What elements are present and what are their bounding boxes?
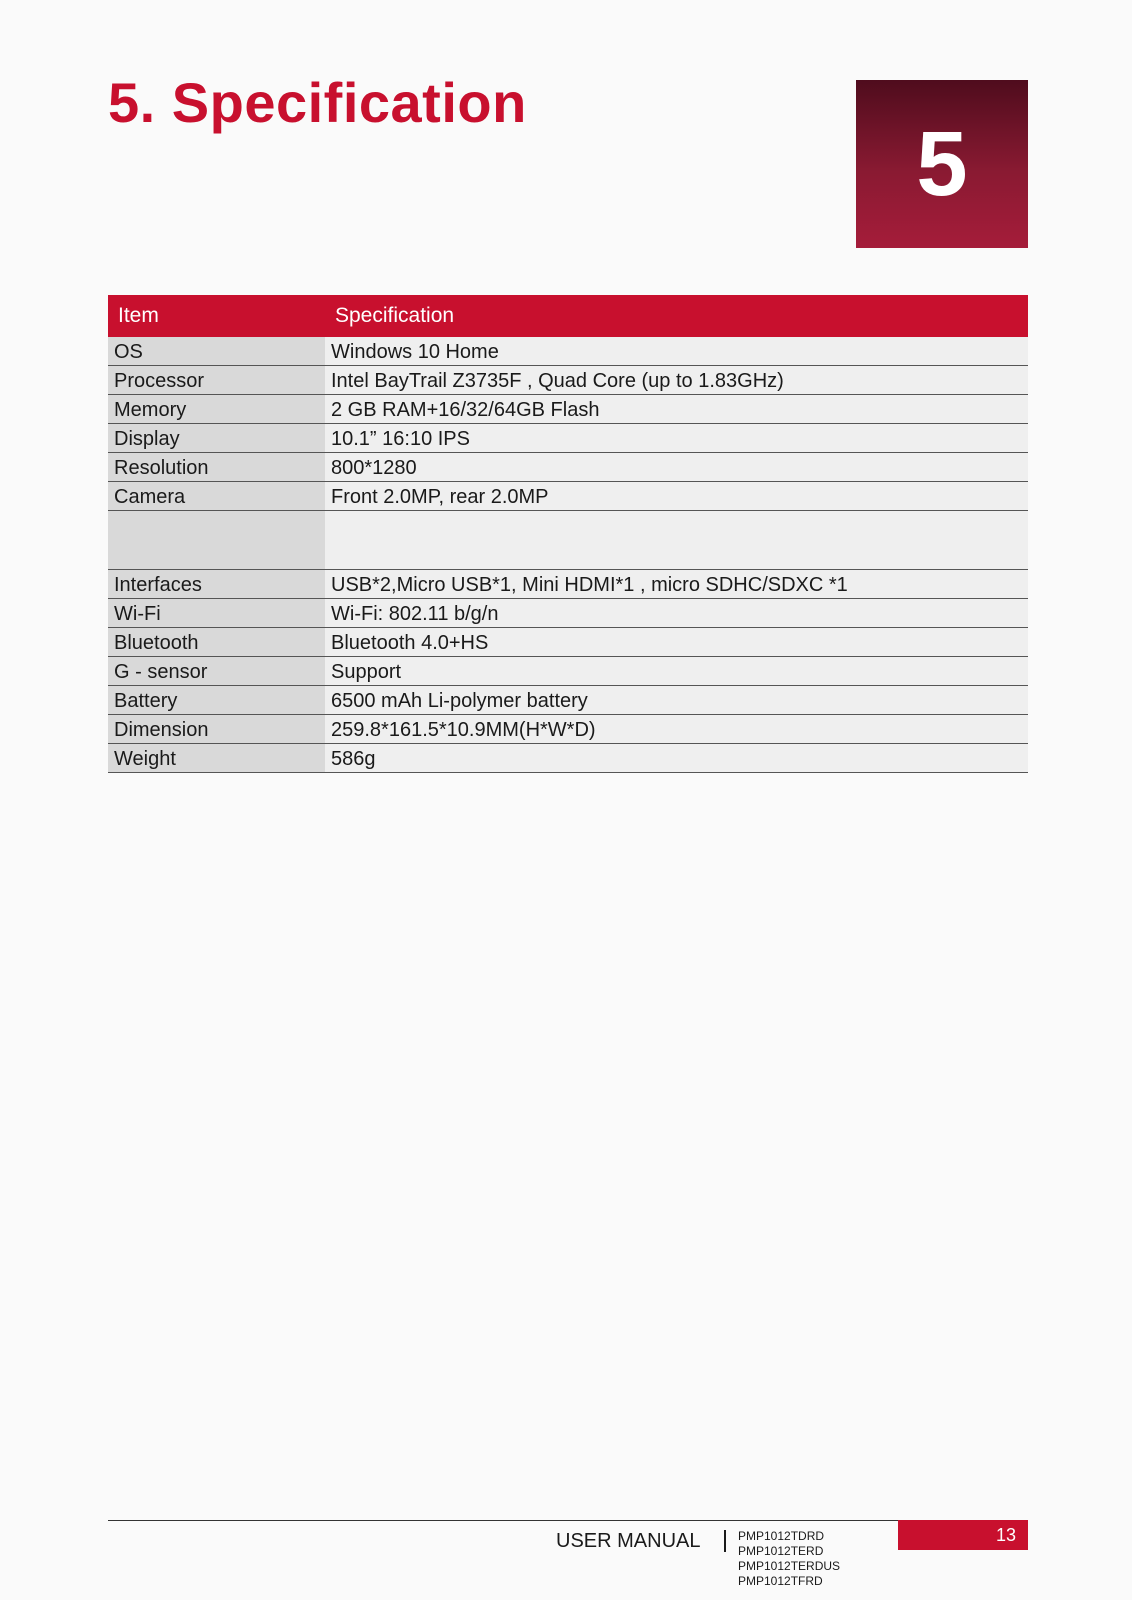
row-item-label: Bluetooth <box>108 628 325 657</box>
table-row <box>108 599 1028 628</box>
row-item-label: Camera <box>108 482 325 511</box>
row-spec-value: USB*2,Micro USB*1, Mini HDMI*1 , micro SDHC/SDXC *1 <box>325 570 1028 599</box>
row-spec-value: 259.8*161.5*10.9MM(H*W*D) <box>325 715 1028 744</box>
row-item-label: Processor <box>108 366 325 395</box>
table-row <box>108 424 1028 453</box>
row-spec-value: Bluetooth 4.0+HS <box>325 628 1028 657</box>
row-item-label: Memory <box>108 395 325 424</box>
row-spec-value: 10.1” 16:10 IPS <box>325 424 1028 453</box>
row-item-label: G - sensor <box>108 657 325 686</box>
model-number: PMP1012TFRD <box>738 1574 823 1588</box>
row-spec-value: 586g <box>325 744 1028 773</box>
table-row <box>108 482 1028 511</box>
model-list <box>738 1529 840 1589</box>
row-spec-value: Intel BayTrail Z3735F , Quad Core (up to 1.83GHz) <box>325 366 1028 395</box>
row-item-label: Dimension <box>108 715 325 744</box>
table-row <box>108 686 1028 715</box>
table-row <box>108 744 1028 773</box>
footer-divider <box>108 1520 1028 1521</box>
table-row <box>108 715 1028 744</box>
table-row <box>108 453 1028 482</box>
table-row <box>108 657 1028 686</box>
chapter-number-badge: 5 <box>856 80 1028 248</box>
row-spec-value: 2 GB RAM+16/32/64GB Flash <box>325 395 1028 424</box>
footer-label: USER MANUAL <box>556 1530 701 1552</box>
table-row <box>108 628 1028 657</box>
specification-table <box>108 295 1028 773</box>
row-spec-value: Wi-Fi: 802.11 b/g/n <box>325 599 1028 628</box>
row-item-label: OS <box>108 337 325 366</box>
row-spec-value: 6500 mAh Li-polymer battery <box>325 686 1028 715</box>
row-item-label: Display <box>108 424 325 453</box>
model-number: PMP1012TERD <box>738 1544 824 1558</box>
table-row <box>108 366 1028 395</box>
page-number: 13 <box>898 1520 1028 1550</box>
table-header-row <box>108 295 1028 337</box>
row-item-label: Weight <box>108 744 325 773</box>
row-spec-value <box>325 511 1028 570</box>
row-item-label: Resolution <box>108 453 325 482</box>
footer-separator <box>724 1530 726 1552</box>
row-item-label: Wi-Fi <box>108 599 325 628</box>
table-row-empty <box>108 511 1028 570</box>
table-row <box>108 570 1028 599</box>
table-row <box>108 337 1028 366</box>
table-row <box>108 395 1028 424</box>
column-header-item: Item <box>108 295 325 337</box>
row-spec-value: Windows 10 Home <box>325 337 1028 366</box>
model-number: PMP1012TERDUS <box>738 1559 841 1573</box>
row-spec-value: Front 2.0MP, rear 2.0MP <box>325 482 1028 511</box>
row-item-label: Battery <box>108 686 325 715</box>
row-spec-value: Support <box>325 657 1028 686</box>
row-item-label <box>108 511 325 570</box>
column-header-specification: Specification <box>325 295 1028 337</box>
row-spec-value: 800*1280 <box>325 453 1028 482</box>
model-number: PMP1012TDRD <box>738 1529 825 1543</box>
page-title: 5. Specification <box>108 71 527 134</box>
row-item-label: Interfaces <box>108 570 325 599</box>
